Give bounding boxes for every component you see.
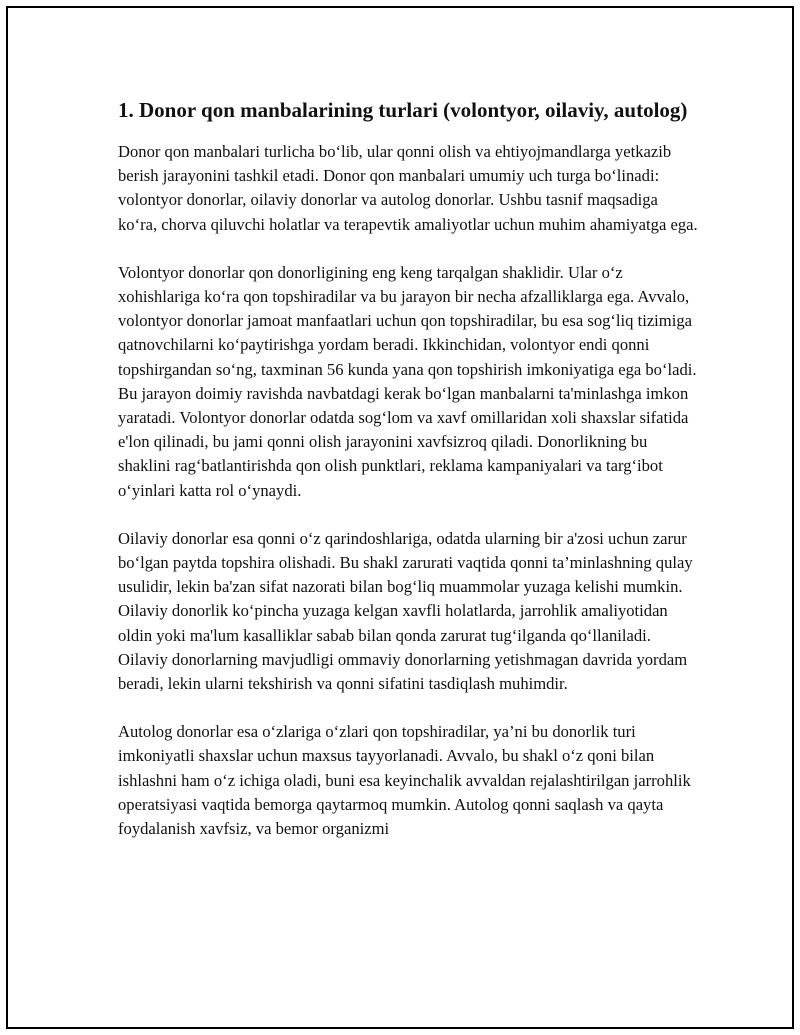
paragraph-volunteer-donors: Volontyor donorlar qon donorligining eng keng tarqalgan shaklidir. Ular o‘z xohishlariga ko‘ra qon topshiradilar va bu jarayon bir necha afzalliklarga ega. Avvalo, volontyor donorlar jamoat manfaatlari uchun qon topshiradilar, bu esa sog‘liq tizimiga qatnovchilarni ko‘paytirishga yordam beradi. Ikkinchidan, volontyor endi qonni topshirgandan so‘ng, taxminan 56 kunda yana qon topshirish imkoniyatiga ega bo‘ladi. Bu jarayon doimiy ravishda navbatdagi kerak bo‘lgan manbalarni ta'minlashga imkon yaratadi. Volontyor donorlar odatda sog‘lom va xavf omillaridan xoli shaxslar sifatida e'lon qilinadi, bu jami qonni olish jarayonini xavfsizroq qiladi. Donorlikning bu shaklini rag‘batlantirishda qon olish punktlari, reklama kampaniyalari va targ‘ibot o‘yinlari katta rol o‘ynaydi.	[118, 262, 697, 500]
paragraph-family-donors: Oilaviy donorlar esa qonni o‘z qarindoshlariga, odatda ularning bir a'zosi uchun zarur bo‘lgan paytda topshira olishadi. Bu shakl zarurati vaqtida qonni ta’minlashning qulay usulidir, lekin ba'zan sifat nazorati bilan bog‘liq muammolar yuzaga kelishi mumkin. Oilaviy donorlik ko‘pincha yuzaga kelgan xavfli holatlarda, jarrohlik amaliyotidan oldin yoki ma'lum kasalliklar sabab bilan qonda zarurat tug‘ilganda qo‘llaniladi. Oilaviy donorlarning mavjudligi ommaviy donorlarning yetishmagan davrida yordam beradi, lekin ularni tekshirish va qonni sifatini tasdiqlash muhimdir.	[118, 528, 693, 694]
paragraph-autologous-donors: Autolog donorlar esa o‘zlariga o‘zlari qon topshiradilar, ya’ni bu donorlik turi imkoniyatli shaxslar uchun maxsus tayyorlanadi. Avvalo, bu shakl o‘z qoni bilan ishlashni ham o‘z ichiga oladi, buni esa keyinchalik avvaldan rejalashtirilgan jarrohlik operatsiyasi vaqtida bemorga qaytarmoq mumkin. Autolog qonni saqlash va qayta foydalanish xavfsiz, va bemor organizmi	[118, 722, 691, 839]
page-frame	[6, 6, 794, 1029]
paragraph-intro: Donor qon manbalari turlicha bo‘lib, ular qonni olish va ehtiyojmandlarga yetkazib berish jarayonini tashkil etadi. Donor qon manbalari umumiy uch turga bo‘linadi: volontyor donorlar, oilaviy donorlar va autolog donorlar. Ushbu tasnif maqsadiga ko‘ra, chorva qiluvchi holatlar va terapevtik amaliyotlar uchun muhim ahamiyatga ega.	[118, 142, 698, 234]
document-body	[118, 96, 698, 865]
section-heading: 1. Donor qon manbalarining turlari (volontyor, oilaviy, autolog)	[118, 98, 688, 122]
